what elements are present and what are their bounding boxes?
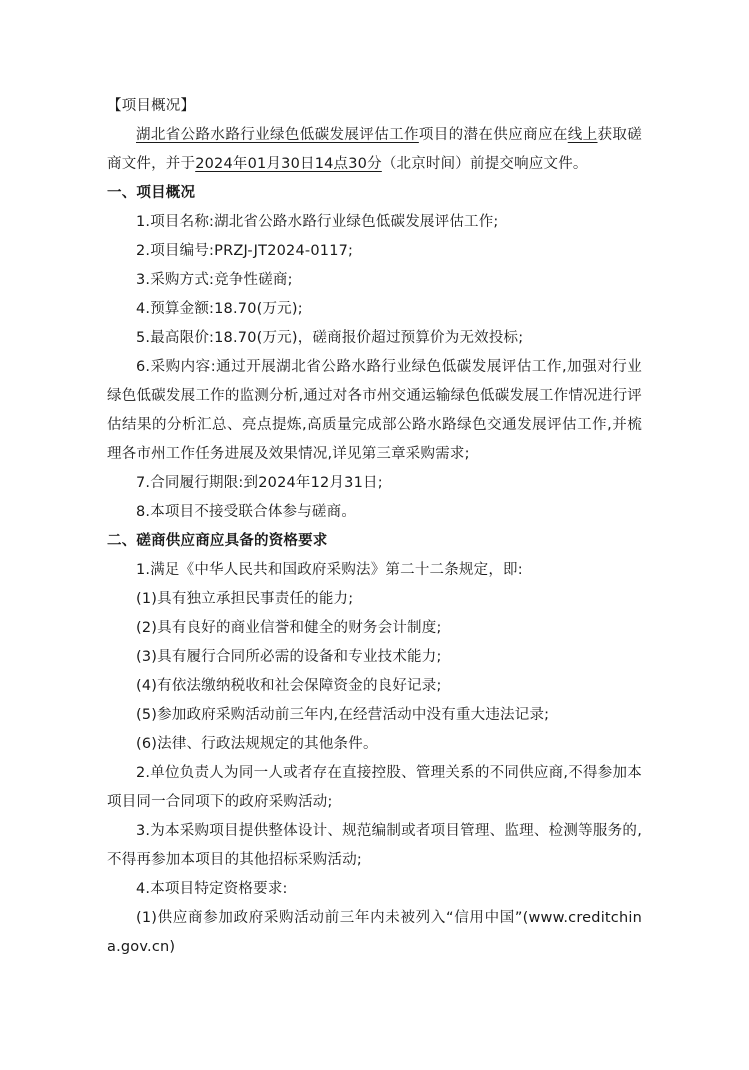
project-item: 2.项目编号:PRZJ-JT2024-0117; [136, 243, 354, 259]
deadline-text: 2024年01月30日14点30分 [195, 156, 382, 172]
online-text: 线上 [567, 127, 598, 143]
qualification-subitem: (1)具有独立承担民事责任的能力; [136, 591, 354, 607]
project-item: 8.本项目不接受联合体参与磋商。 [136, 504, 357, 520]
bracket-heading: 【项目概况】 [107, 98, 196, 114]
intro-text-c: （北京时间）前提交响应文件。 [381, 156, 588, 172]
qualification-subitem: (1)供应商参加政府采购活动前三年内未被列入“信用中国”(www.creditchina.gov.cn) [107, 910, 642, 955]
project-item: 6.采购内容:通过开展湖北省公路水路行业绿色低碳发展评估工作,加强对行业绿色低碳发展工作的监测分析,通过对各市州交通运输绿色低碳发展工作情况进行评估结果的分析汇总、亮点提炼,高质量完成部公路水路绿色交通发展评估工作,并梳理各市州工作任务进展及效果情况,详见第三章采购需求; [107, 359, 642, 462]
qualification-item: 4.本项目特定资格要求: [136, 881, 288, 897]
project-item: 4.预算金额:18.70(万元); [136, 301, 303, 317]
qualification-subitem: (6)法律、行政法规规定的其他条件。 [136, 736, 378, 752]
qualification-subitem: (3)具有履行合同所必需的设备和专业技术能力; [136, 649, 442, 665]
intro-text-b: 获取磋商文件，并于 [107, 127, 642, 172]
intro-text-a: 项目的潜在供应商应在 [418, 127, 568, 143]
intro-paragraph [107, 121, 642, 179]
qualification-item: 2.单位负责人为同一人或者存在直接控股、管理关系的不同供应商,不得参加本项目同一合同项下的政府采购活动; [107, 765, 642, 810]
qualification-subitem: (5)参加政府采购活动前三年内,在经营活动中没有重大违法记录; [136, 707, 550, 723]
project-name-link: 湖北省公路水路行业绿色低碳发展评估工作 [136, 127, 419, 143]
section-heading-qualifications: 二、磋商供应商应具备的资格要求 [107, 533, 328, 549]
project-item: 5.最高限价:18.70(万元)，磋商报价超过预算价为无效投标; [136, 330, 524, 346]
project-item: 3.采购方式:竞争性磋商; [136, 272, 293, 288]
project-item: 7.合同履行期限:到2024年12月31日; [136, 475, 383, 491]
section-heading-project-overview: 一、项目概况 [107, 185, 196, 201]
qualification-item: 1.满足《中华人民共和国政府采购法》第二十二条规定，即: [136, 562, 523, 578]
document-body [107, 92, 642, 962]
project-item: 1.项目名称:湖北省公路水路行业绿色低碳发展评估工作; [136, 214, 499, 230]
qualification-item: 3.为本采购项目提供整体设计、规范编制或者项目管理、监理、检测等服务的,不得再参加本项目的其他招标采购活动; [107, 823, 642, 868]
qualification-subitem: (2)具有良好的商业信誉和健全的财务会计制度; [136, 620, 442, 636]
qualification-subitem: (4)有依法缴纳税收和社会保障资金的良好记录; [136, 678, 442, 694]
